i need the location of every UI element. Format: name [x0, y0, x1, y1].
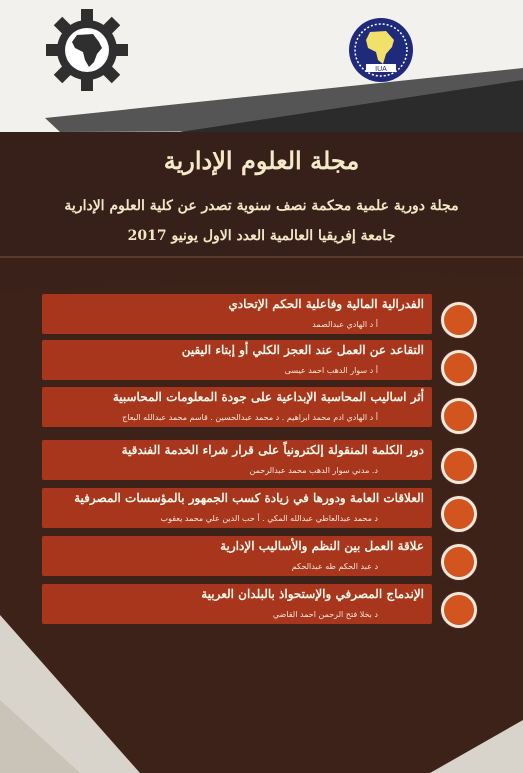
- journal-description: مجلة دورية علمية محكمة نصف سنوية تصدر عن كلية العلوم الإدارية: [64, 198, 459, 214]
- bullet-icon: [441, 496, 477, 532]
- article-title: التقاعد عن العمل عند العجز الكلي أو إبتاء اليقين: [181, 343, 424, 357]
- article-author: د محمد عبدالعاطي عبدالله المكي . أ حب الدين علي محمد يعقوب: [160, 514, 378, 523]
- bullet-icon: [441, 592, 477, 628]
- bullet-icon: [441, 350, 477, 386]
- article-author: د. مدني سوار الدهب محمد عبدالرحمن: [249, 466, 378, 475]
- journal-title: مجلة العلوم الإدارية: [163, 146, 360, 175]
- article-row: [42, 536, 432, 576]
- article-author: أ د الهادي ادم محمد ابراهيم . د محمد عبدالحسين . قاسم محمد عبدالله البعاج: [122, 413, 378, 422]
- article-row: [42, 340, 432, 380]
- article-author: د عبد الحكم طه عبدالحكم: [291, 562, 378, 571]
- article-row: [42, 488, 432, 528]
- article-author: أ د سوار الدهب احمد عيسى: [284, 366, 378, 375]
- logo-label: IUA: [375, 66, 387, 73]
- article-title: دور الكلمة المنقولة إلكترونياً على قرار شراء الخدمة الفندقية: [121, 443, 424, 457]
- bullet-icon: [441, 448, 477, 484]
- article-title: الفدرالية المالية وفاعلية الحكم الإتحادي: [228, 297, 424, 311]
- article-title: العلاقات العامة ودورها في زيادة كسب الجمهور بالمؤسسات المصرفية: [74, 491, 424, 505]
- issue-line: جامعة إفريقيا العالمية العدد الاول يونيو 2017: [127, 228, 396, 244]
- article-title: الإندماج المصرفي والإستحواذ بالبلدان العربية: [201, 587, 424, 601]
- bullet-icon: [441, 302, 477, 338]
- article-author: د بخلا فتح الرحمن احمد القاضي: [272, 610, 378, 619]
- bullet-icon: [441, 544, 477, 580]
- university-logo-icon: [346, 14, 416, 88]
- gear-africa-logo-icon: [45, 8, 129, 92]
- article-author: أ د الهادي عبدالصمد: [312, 320, 378, 329]
- article-row: [42, 294, 432, 334]
- article-row: [42, 584, 432, 624]
- article-row: [42, 387, 432, 427]
- article-title: علاقة العمل بين النظم والأساليب الإدارية: [220, 539, 424, 553]
- bullet-icon: [441, 398, 477, 434]
- article-row: [42, 440, 432, 480]
- article-title: أثر اساليب المحاسبة الإبداعية على جودة المعلومات المحاسبية: [112, 390, 424, 404]
